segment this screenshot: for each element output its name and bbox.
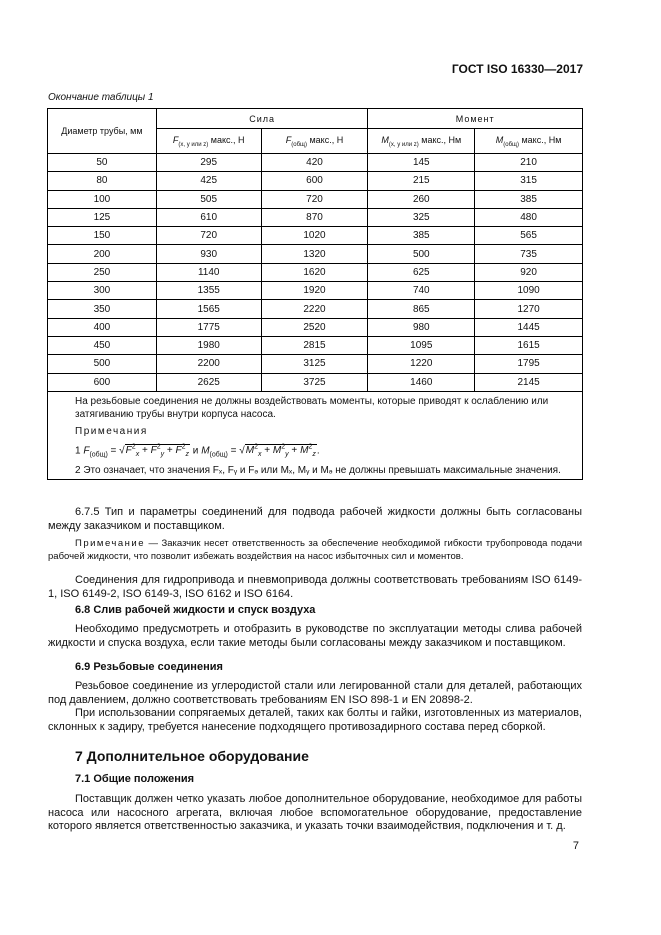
table-note-main: На резьбовые соединения не должны воздействовать моменты, которые приводят к ослаблению или затягиванию трубы внутри корпуса насоса. (75, 395, 549, 420)
sub-header-2 (368, 129, 475, 154)
note-1-formula: 1 $F_{(общ)} = √F^2_x + F^2_y + F^2_z$ и $M_{(общ)} = √M^2_x + M^2_y + M^2_z$. (75, 443, 320, 459)
standard-header: ГОСТ ISO 16330—2017 (451, 62, 583, 76)
table-row (48, 227, 583, 245)
table-cell: 1355 (156, 282, 261, 300)
paragraph-6-9-a: Резьбовое соединение из углеродистой стали или легированной стали для деталей, работающих под давлением, должно соответствовать требованиям EN ISO 898-1 и EN 20898-2. (48, 680, 582, 706)
table-row (48, 263, 583, 281)
table-row (48, 172, 583, 190)
table-caption: Окончание таблицы 1 (48, 92, 154, 103)
heading-7: 7 Дополнительное оборудование (75, 748, 309, 764)
paragraph-connections: Соединения для гидропривода и пневмопривода должны соответствовать требованиям ISO 6149-1, ISO 6149-2, ISO 6149-3, ISO 6162 и ISO 6164. (48, 574, 582, 600)
table-cell: 1795 (475, 355, 583, 373)
table-cell: 125 (48, 208, 157, 226)
table-cell: 600 (48, 373, 157, 391)
note-2: 2 Это означает, что значения Fₓ, Fᵧ и Fₔ или Mₓ, Mᵧ и Mₔ не должны превышать максимальные значения. (75, 465, 561, 477)
paragraph-7-1: Поставщик должен четко указать любое дополнительное оборудование, необходимое для работы насоса или насосного агрегата, включая любое вспомогательное оборудование, предоставление которого является ответственностью заказчика, и указать точки взаимодействия, подключения и т. д. (48, 793, 582, 833)
table-cell: 1270 (475, 300, 583, 318)
table-cell: 720 (156, 227, 261, 245)
table-cell: 260 (368, 190, 475, 208)
sub-header-unit: макс., Нм (518, 134, 562, 145)
group-force: Сила (156, 109, 368, 129)
table-cell: 50 (48, 154, 157, 172)
table-cell: 100 (48, 190, 157, 208)
table-cell: 1320 (261, 245, 368, 263)
table-cell: 400 (48, 318, 157, 336)
group-moment: Момент (368, 109, 583, 129)
table-cell: 215 (368, 172, 475, 190)
table-cell: 1980 (156, 336, 261, 354)
table-cell: 500 (368, 245, 475, 263)
sub-header-symbol: M (381, 134, 389, 145)
table-cell: 315 (475, 172, 583, 190)
sub-header-index: (общ) (503, 141, 519, 148)
table-row (48, 373, 583, 391)
table-cell: 565 (475, 227, 583, 245)
col-pipe-diameter: Диаметр трубы, мм (48, 109, 157, 154)
table-cell: 1615 (475, 336, 583, 354)
table-cell: 1620 (261, 263, 368, 281)
table-row (48, 336, 583, 354)
table-cell: 425 (156, 172, 261, 190)
table-notes (48, 391, 583, 479)
table-cell: 600 (261, 172, 368, 190)
table-cell: 735 (475, 245, 583, 263)
table-row (48, 318, 583, 336)
table-cell: 200 (48, 245, 157, 263)
table-cell: 2520 (261, 318, 368, 336)
table-cell: 300 (48, 282, 157, 300)
table-cell: 250 (48, 263, 157, 281)
table-cell: 505 (156, 190, 261, 208)
sub-header-index: (x, y или z) (178, 141, 209, 148)
notes-label: Примечания (75, 425, 148, 437)
table-cell: 2145 (475, 373, 583, 391)
note-label: Примечание (75, 538, 145, 549)
table-cell: 325 (368, 208, 475, 226)
table-cell: 210 (475, 154, 583, 172)
table-cell: 1220 (368, 355, 475, 373)
paragraph-6-7-5: 6.7.5 Тип и параметры соединений для подвода рабочей жидкости должны быть согласованы между заказчиком и поставщиком. (48, 506, 582, 532)
sub-header-symbol: M (495, 134, 504, 145)
sub-header-symbol: F (285, 134, 292, 145)
loads-table (47, 108, 583, 480)
sub-header-0 (156, 129, 261, 154)
table-cell: 610 (156, 208, 261, 226)
table-cell: 150 (48, 227, 157, 245)
paragraph-6-7-5-note (48, 537, 582, 563)
table-cell: 1920 (261, 282, 368, 300)
table-cell: 385 (475, 190, 583, 208)
sub-header-index: (x, y или z) (388, 141, 419, 148)
sub-header-symbol: F (172, 134, 179, 145)
table-cell: 2220 (261, 300, 368, 318)
table-cell: 145 (368, 154, 475, 172)
heading-7-1: 7.1 Общие положения (75, 773, 195, 785)
heading-6-8: 6.8 Слив рабочей жидкости и спуск воздуха (75, 604, 316, 616)
table-cell: 500 (48, 355, 157, 373)
table-row (48, 154, 583, 172)
table-row (48, 355, 583, 373)
table-cell: 930 (156, 245, 261, 263)
table-cell: 1460 (368, 373, 475, 391)
table-cell: 870 (261, 208, 368, 226)
table-cell: 420 (261, 154, 368, 172)
table-cell: 1095 (368, 336, 475, 354)
page-number: 7 (572, 840, 579, 852)
sub-header-unit: макс., Н (306, 134, 344, 145)
sub-header-3 (475, 129, 583, 154)
sub-header-unit: макс., Нм (418, 134, 462, 145)
table-cell: 295 (156, 154, 261, 172)
table-cell: 2200 (156, 355, 261, 373)
table-cell: 350 (48, 300, 157, 318)
note-text: — Заказчик несет ответственность за обеспечение необходимой гибкости трубопровода подачи рабочей жидкости, что позволит избежать воздействия на насос избыточных сил и моментов. (48, 538, 582, 562)
table-cell: 480 (475, 208, 583, 226)
note-1-number: 1 (75, 445, 81, 457)
sub-header-index: (общ) (291, 141, 307, 148)
paragraph-6-9-b: При использовании сопрягаемых деталей, таких как болты и гайки, изготовленных из материалов, склонных к задиру, требуется нанесение подходящего противозадирного состава перед сборкой. (48, 707, 582, 733)
table-cell: 1445 (475, 318, 583, 336)
table-cell: 3125 (261, 355, 368, 373)
table-cell: 1140 (156, 263, 261, 281)
table-cell: 865 (368, 300, 475, 318)
table-cell: 3725 (261, 373, 368, 391)
table-cell: 625 (368, 263, 475, 281)
heading-6-9: 6.9 Резьбовые соединения (75, 661, 223, 673)
table-row (48, 300, 583, 318)
table-cell: 1090 (475, 282, 583, 300)
table-cell: 80 (48, 172, 157, 190)
table-cell: 2815 (261, 336, 368, 354)
table-cell: 920 (475, 263, 583, 281)
sub-header-1 (261, 129, 368, 154)
sub-header-unit: макс., Н (208, 134, 245, 145)
table-row (48, 282, 583, 300)
table-cell: 450 (48, 336, 157, 354)
table-row (48, 190, 583, 208)
table-cell: 2625 (156, 373, 261, 391)
table-cell: 1775 (156, 318, 261, 336)
table-cell: 720 (261, 190, 368, 208)
table-cell: 980 (368, 318, 475, 336)
table-cell: 385 (368, 227, 475, 245)
table-cell: 1020 (261, 227, 368, 245)
table-row (48, 245, 583, 263)
paragraph-6-8: Необходимо предусмотреть и отобразить в руководстве по эксплуатации методы слива рабочей жидкости и спуска воздуха, если такие методы были согласованы между заказчиком и поставщиком. (48, 623, 582, 649)
table-cell: 1565 (156, 300, 261, 318)
table-cell: 740 (368, 282, 475, 300)
table-row (48, 208, 583, 226)
